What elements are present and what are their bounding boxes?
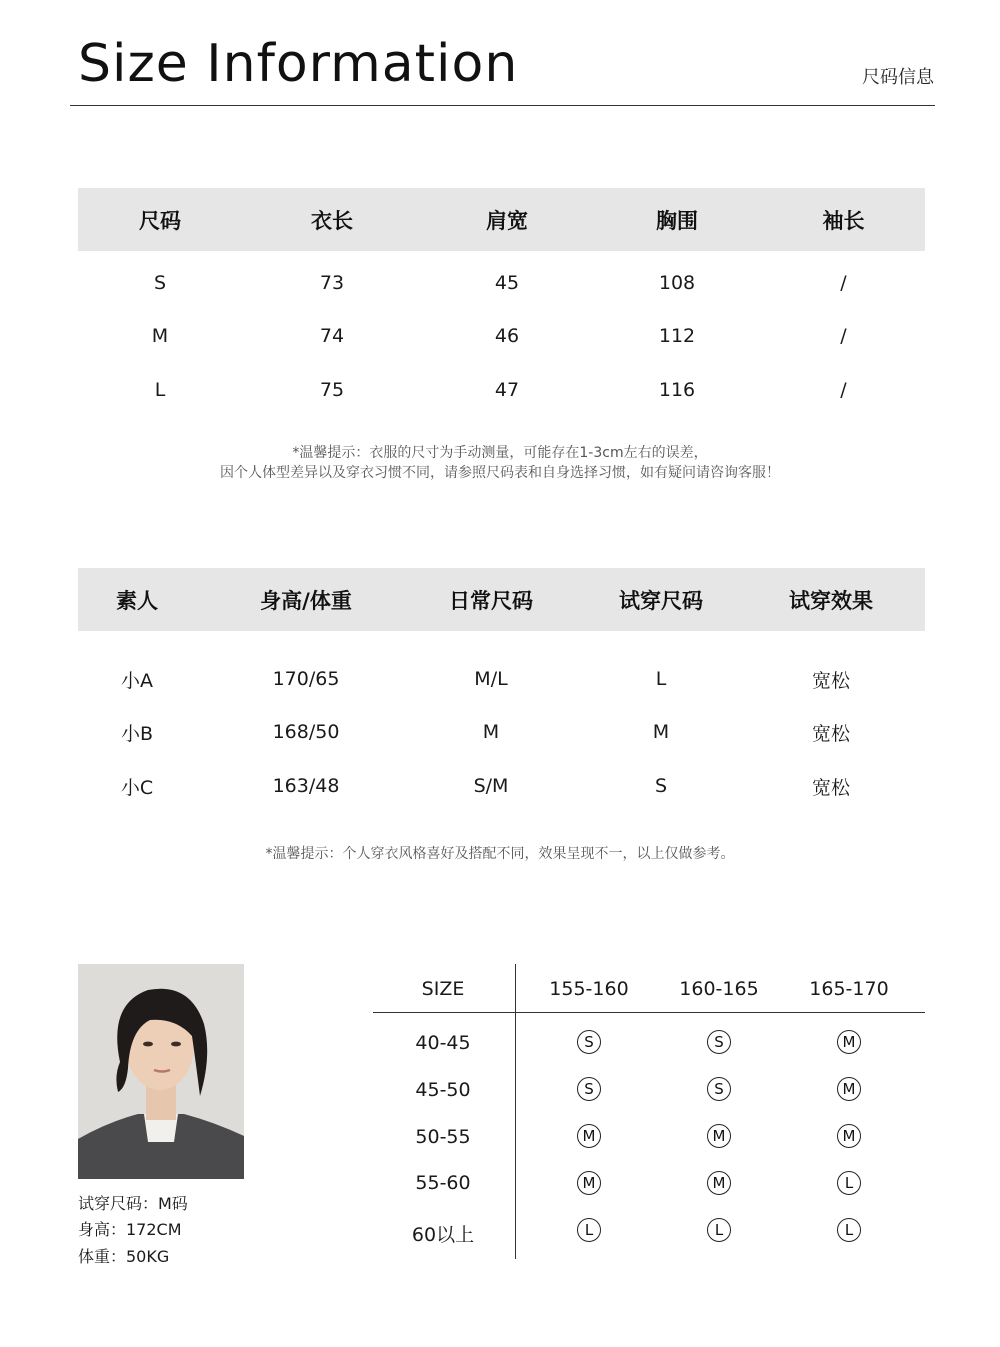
page-subtitle: 尺码信息: [862, 67, 934, 88]
column-header-height-weight: 身高/体重: [260, 588, 352, 613]
model-cell: 小C: [120, 776, 154, 799]
try-size-cell: M: [652, 721, 670, 743]
table-row: [78, 773, 925, 799]
column-header-daily-size: 日常尺码: [449, 588, 533, 613]
table-row: [78, 719, 925, 745]
size-badge: S: [707, 1030, 731, 1054]
height-weight-cell: 168/50: [272, 721, 340, 743]
column-header-length: 衣长: [311, 208, 353, 233]
grid-weight-label: 40-45: [415, 1032, 471, 1054]
grid-size-cell: [529, 1030, 649, 1054]
size-badge: M: [577, 1124, 601, 1148]
model-note: *温馨提示：个人穿衣风格喜好及搭配不同，效果呈现不一，以上仅做参考。: [265, 846, 735, 862]
size-badge: L: [837, 1218, 861, 1242]
grid-size-cell: [789, 1218, 909, 1242]
daily-size-cell: M/L: [474, 668, 508, 690]
column-header-model: 素人: [116, 588, 158, 613]
size-badge: M: [707, 1124, 731, 1148]
size-badge: S: [707, 1077, 731, 1101]
length-cell: 73: [319, 272, 345, 294]
grid-weight-label: 60以上: [411, 1224, 475, 1246]
sleeve-cell: /: [840, 325, 847, 347]
column-header-try-size: 试穿尺码: [619, 588, 703, 613]
header-divider: [70, 105, 935, 106]
shoulder-cell: 46: [494, 325, 520, 347]
sleeve-cell: /: [840, 272, 847, 294]
size-badge: S: [577, 1077, 601, 1101]
grid-weight-label: 45-50: [415, 1079, 471, 1101]
grid-size-cell: [659, 1218, 779, 1242]
grid-size-cell: [529, 1218, 649, 1242]
model-table-header: [78, 568, 925, 631]
length-cell: 75: [319, 379, 345, 401]
grid-size-cell: [529, 1124, 649, 1148]
size-badge: M: [837, 1124, 861, 1148]
table-row: [78, 323, 925, 349]
model-cell: 小A: [121, 669, 153, 692]
shoulder-cell: 47: [494, 379, 520, 401]
grid-size-cell: [789, 1077, 909, 1101]
grid-horizontal-divider: [373, 1012, 925, 1013]
model-cell: 小B: [120, 722, 154, 745]
shoulder-cell: 45: [494, 272, 520, 294]
page-title: Size Information: [78, 34, 519, 94]
grid-weight-label: 55-60: [415, 1172, 471, 1194]
size-badge: L: [577, 1218, 601, 1242]
height-weight-cell: 163/48: [272, 775, 340, 797]
grid-vertical-divider: [515, 964, 516, 1259]
height-weight-cell: 170/65: [272, 668, 340, 690]
table-row: [78, 666, 925, 692]
grid-size-cell: [659, 1077, 779, 1101]
model-height: 身高：172CM: [78, 1220, 182, 1239]
grid-size-cell: [789, 1124, 909, 1148]
daily-size-cell: M: [482, 721, 500, 743]
column-header-sleeve: 袖长: [822, 208, 865, 233]
size-cell: L: [154, 379, 166, 401]
fit-cell: 宽松: [811, 722, 850, 745]
length-cell: 74: [319, 325, 345, 347]
size-cell: M: [151, 325, 169, 347]
grid-size-cell: [789, 1171, 909, 1195]
size-badge: M: [577, 1171, 601, 1195]
chest-cell: 108: [658, 272, 696, 294]
size-badge: M: [837, 1077, 861, 1101]
size-badge: L: [837, 1171, 861, 1195]
column-header-fit: 试穿效果: [789, 588, 873, 613]
daily-size-cell: S/M: [473, 775, 509, 797]
chest-cell: 116: [658, 379, 696, 401]
table-row: [78, 377, 925, 403]
size-badge: S: [577, 1030, 601, 1054]
sleeve-cell: /: [840, 379, 847, 401]
grid-size-cell: [529, 1171, 649, 1195]
grid-size-cell: [659, 1124, 779, 1148]
column-header-size: 尺码: [139, 208, 181, 233]
size-cell: S: [153, 272, 167, 294]
column-header-chest: 胸围: [656, 208, 698, 233]
model-photo: [78, 964, 244, 1179]
grid-size-cell: [659, 1171, 779, 1195]
model-weight: 体重：50KG: [78, 1247, 170, 1266]
table-row: [78, 270, 925, 296]
grid-weight-label: 50-55: [415, 1126, 471, 1148]
size-table-header: [78, 188, 925, 251]
grid-size-cell: [659, 1030, 779, 1054]
model-try-size: 试穿尺码：M码: [78, 1194, 188, 1213]
size-badge: M: [837, 1030, 861, 1054]
fit-cell: 宽松: [811, 669, 850, 692]
try-size-cell: S: [654, 775, 668, 797]
size-badge: M: [707, 1171, 731, 1195]
grid-corner-label: SIZE: [421, 978, 465, 1000]
grid-size-cell: [789, 1030, 909, 1054]
size-note-line1: *温馨提示：衣服的尺寸为手动测量，可能存在1-3cm左右的误差，: [292, 445, 708, 461]
size-note-line2: 因个人体型差异以及穿衣习惯不同，请参照尺码表和自身选择习惯，如有疑问请咨询客服！: [220, 465, 780, 481]
column-header-shoulder: 肩宽: [486, 208, 528, 233]
size-badge: L: [707, 1218, 731, 1242]
grid-height-header: 165-170: [809, 978, 889, 1000]
grid-height-header: 160-165: [679, 978, 759, 1000]
chest-cell: 112: [658, 325, 696, 347]
try-size-cell: L: [655, 668, 667, 690]
grid-size-cell: [529, 1077, 649, 1101]
grid-height-header: 155-160: [549, 978, 629, 1000]
fit-cell: 宽松: [811, 776, 850, 799]
